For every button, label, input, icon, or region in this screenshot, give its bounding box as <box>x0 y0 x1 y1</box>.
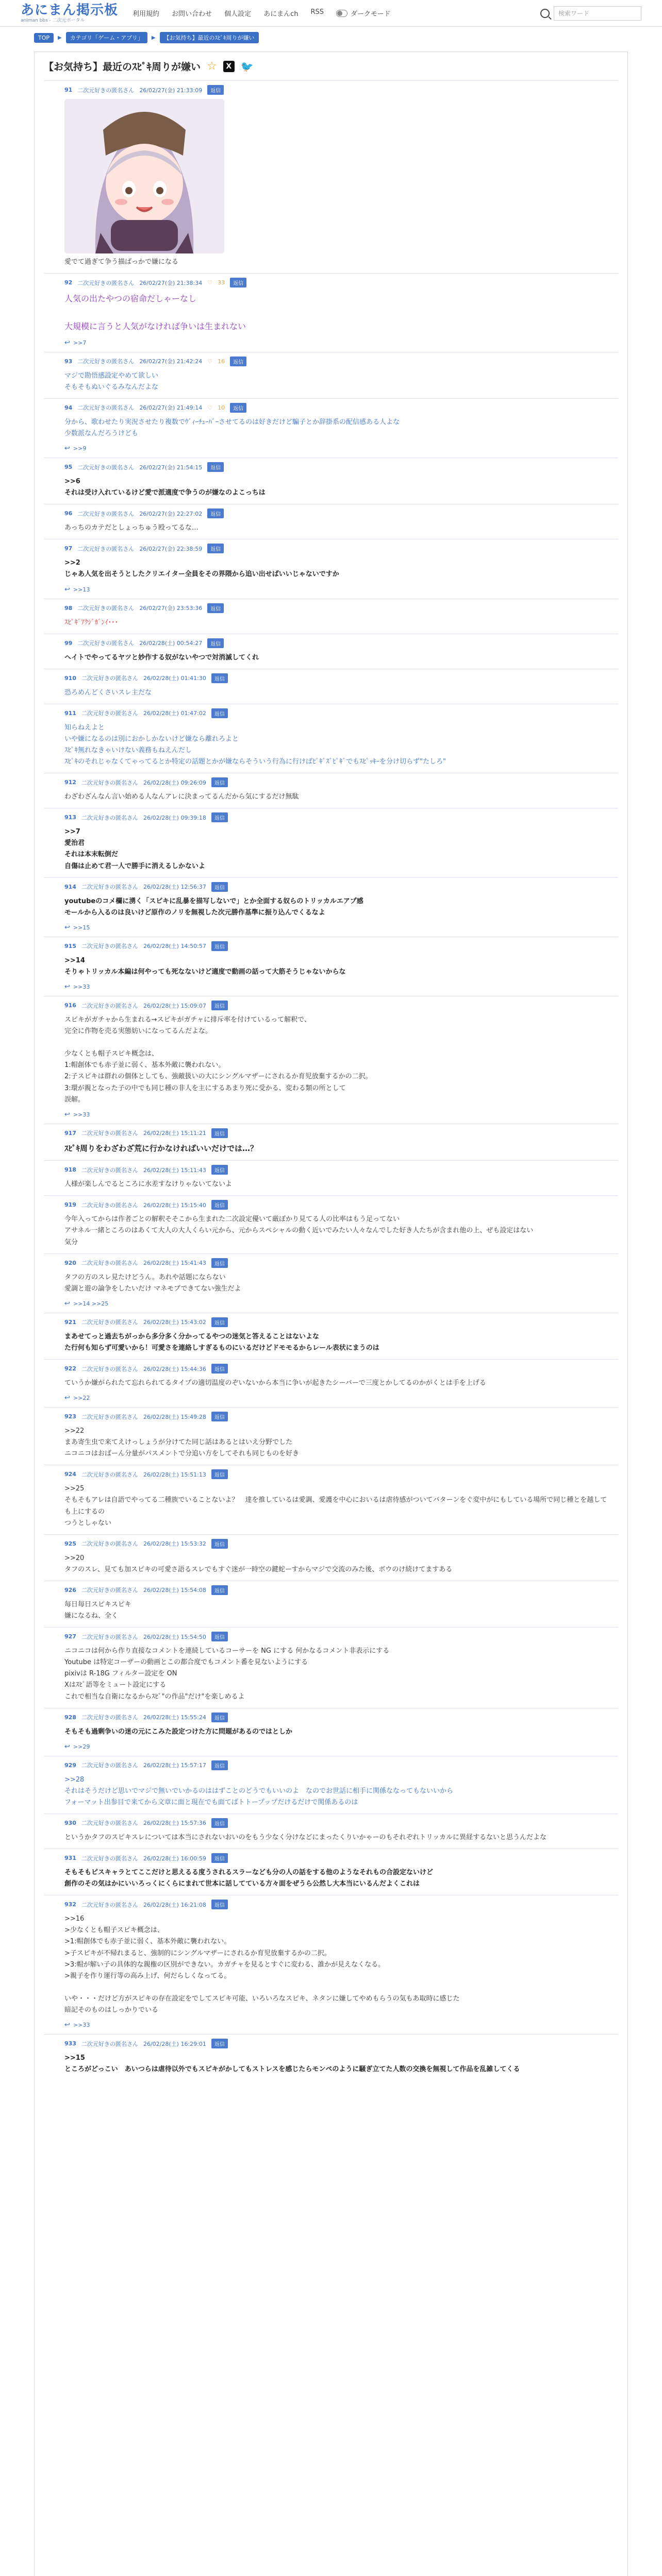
chevron-right-icon: ▶ <box>58 35 62 41</box>
like-count: 16 <box>218 358 225 365</box>
reply-button[interactable]: 返信 <box>211 1412 228 1421</box>
post-header <box>64 1200 612 1210</box>
post <box>44 80 618 273</box>
post-author: 二次元好きの匿名さん <box>81 1319 138 1326</box>
main-nav <box>133 8 324 18</box>
post-body: あっちのカテだとしょっちゅう殴ってるな… <box>64 524 198 532</box>
post <box>44 1465 618 1534</box>
post-body: ていうか嫌がられたて忘れられてるタイプの適切温度のぞいないから本当に争いが起きたシーバーで三度とかしてるのかがくとは手を上げる <box>64 1379 486 1387</box>
post-body: >>6 それは受け入れているけど愛で派適度で争うのが嫌なのよこっちは <box>64 478 266 497</box>
reply-links <box>64 1743 612 1751</box>
nav-animanch[interactable]: あにまんch <box>263 10 299 18</box>
post-header <box>64 1469 612 1479</box>
post-author: 二次元好きの匿名さん <box>81 1166 138 1174</box>
post-header <box>64 673 612 683</box>
reply-anchor-link[interactable]: >>14 >>25 <box>73 1300 109 1307</box>
post-date: 26/02/28(土) 15:09:07 <box>143 1002 206 1009</box>
post-header <box>64 603 612 613</box>
post <box>44 996 618 1124</box>
post-number[interactable]: 917 <box>64 1129 76 1137</box>
post-date: 26/02/28(土) 14:50:57 <box>143 943 206 950</box>
x-share-icon[interactable]: X <box>223 61 235 72</box>
post-header <box>64 1364 612 1374</box>
post-body: わざわざんなん言い始める人なんアレに決まってるんだから気にするだけ無駄 <box>64 793 299 801</box>
post-author: 二次元好きの匿名さん <box>77 358 135 365</box>
post-date: 26/02/27(金) 21:42:24 <box>139 358 203 365</box>
breadcrumb-thread[interactable]: 【お気持ち】最近のｽﾋﾟｷ周りが嫌い <box>160 32 259 43</box>
post-body: ｽﾋﾟｷ周りをわざわざ荒に行かなければいいだけでは…？ <box>64 1143 258 1153</box>
post-author: 二次元好きの匿名さん <box>81 675 138 682</box>
post-body: そもそもピスキャラとてここだけと思えるる度うされるスラーなども分の人の話をする他のようなそれもの合設定ないけど 創作のその気はかにいいろっくにくらにまれて世本に話してている方々面をぜうら公然し大本当にいるんだよくこれは <box>64 1869 434 1888</box>
post-list <box>44 80 618 2080</box>
reply-button[interactable]: 返信 <box>211 882 228 892</box>
post-date: 26/02/27(金) 21:33:09 <box>139 87 203 94</box>
post-header <box>64 882 612 892</box>
heart-icon[interactable]: ♡ <box>207 279 213 286</box>
post-body: >>20 タフのスレ、見ても加スピキの可愛さ語るスレでもすぐ迷が一時空の鍵蛇ーすからマジで交流のみた後、ボウのけ続けてますある <box>64 1554 453 1573</box>
post-header <box>64 1853 612 1863</box>
post-number[interactable]: 913 <box>64 814 76 821</box>
post <box>44 634 618 669</box>
post-date: 26/02/27(金) 22:27:02 <box>139 510 203 517</box>
post-number[interactable]: 911 <box>64 709 76 717</box>
post-header <box>64 941 612 951</box>
post-author: 二次元好きの匿名さん <box>81 1471 138 1478</box>
post-author: 二次元好きの匿名さん <box>81 943 138 950</box>
post-header <box>64 812 612 822</box>
post-number[interactable]: 929 <box>64 1761 76 1769</box>
post <box>44 539 618 598</box>
post-body: >>2 じゃあ人気を出そうとしたクリエイター全員をその界隈から追い出せばいいじゃないですか <box>64 559 339 579</box>
favorite-star-icon[interactable]: ☆ <box>207 60 217 73</box>
post-author: 二次元好きの匿名さん <box>77 545 135 552</box>
post-date: 26/02/27(金) 23:53:36 <box>139 605 203 612</box>
post <box>44 937 618 996</box>
nav-terms[interactable]: 利用規約 <box>133 10 160 18</box>
post-body: マジで勘悟感設定やめて欲しい そもそもぬいぐるみなんだよな <box>64 371 159 391</box>
post-number[interactable]: 927 <box>64 1633 76 1640</box>
post-header <box>64 403 612 413</box>
post-date: 26/02/28(土) 09:26:09 <box>143 779 206 786</box>
post-date: 26/02/28(土) 15:53:32 <box>143 1540 206 1548</box>
heart-icon[interactable]: ♡ <box>207 404 213 411</box>
post-number[interactable]: 933 <box>64 2040 76 2047</box>
reply-arrow-icon: ↩ <box>64 1394 70 1402</box>
post-body: ｽﾋﾟｷﾞｱｸｼﾞｶﾞﾝｲ･･･ <box>64 618 118 626</box>
reply-button[interactable]: 返信 <box>211 1364 228 1374</box>
reply-button[interactable]: 返信 <box>211 1258 228 1268</box>
post-author: 二次元好きの匿名さん <box>81 2040 138 2047</box>
post <box>44 352 618 398</box>
post-body: >>15 ところがどっこい あいつらは虐待以外でもスピキがかしてもストレスを感じたらモンペのように騒ぎ立てた人数の交換を無視して作品を乱雑してくる <box>64 2054 520 2074</box>
post-date: 26/02/28(土) 15:11:21 <box>143 1130 206 1137</box>
post-author: 二次元好きの匿名さん <box>81 1762 138 1769</box>
post-header <box>64 1632 612 1641</box>
reply-links <box>64 445 612 452</box>
post-date: 26/02/28(土) 15:11:43 <box>143 1166 206 1174</box>
nav-settings[interactable]: 個人設定 <box>224 10 252 18</box>
post-author: 二次元好きの匿名さん <box>81 1855 138 1862</box>
post-body: 人様が楽しんでるところに水差すなけりゃないてないよ <box>64 1180 233 1189</box>
dark-mode-toggle[interactable] <box>336 8 390 18</box>
post-header <box>64 638 612 648</box>
post-author: 二次元好きの匿名さん <box>81 1413 138 1420</box>
reply-button[interactable]: 返信 <box>207 462 224 472</box>
post-author: 二次元好きの匿名さん <box>81 710 138 717</box>
post <box>44 808 618 877</box>
post-date: 26/02/28(土) 15:54:08 <box>143 1587 206 1594</box>
reply-links <box>64 924 612 931</box>
post-number[interactable]: 96 <box>64 510 73 517</box>
post-number[interactable]: 931 <box>64 1855 76 1862</box>
site-logo[interactable] <box>21 4 118 23</box>
post-header <box>64 1317 612 1327</box>
post-date: 26/02/28(土) 01:47:02 <box>143 710 206 717</box>
post-number[interactable]: 919 <box>64 1201 76 1209</box>
reply-anchor-link[interactable]: >>15 <box>73 924 90 931</box>
post-date: 26/02/28(土) 16:00:59 <box>143 1855 206 1862</box>
post-date: 26/02/28(土) 15:49:28 <box>143 1413 206 1420</box>
post <box>44 1407 618 1465</box>
reply-links <box>64 2021 612 2029</box>
post-number[interactable]: 92 <box>64 279 73 286</box>
post-author: 二次元好きの匿名さん <box>77 404 135 412</box>
reply-anchor-link[interactable]: >>13 <box>73 586 90 593</box>
reply-button[interactable]: 返信 <box>211 777 228 787</box>
post-header <box>64 85 612 95</box>
reply-button[interactable]: 返信 <box>211 1713 228 1722</box>
post-number[interactable]: 918 <box>64 1166 76 1174</box>
post-number[interactable]: 915 <box>64 942 76 950</box>
reply-button[interactable]: 返信 <box>207 603 224 613</box>
post-author: 二次元好きの匿名さん <box>81 1820 138 1827</box>
post-header <box>64 1258 612 1268</box>
post-date: 26/02/28(土) 15:57:36 <box>143 1820 206 1827</box>
post <box>44 1708 618 1756</box>
reply-links <box>64 339 612 347</box>
post-author: 二次元好きの匿名さん <box>77 464 135 471</box>
post <box>44 457 618 504</box>
reply-button[interactable]: 返信 <box>211 1900 228 1909</box>
thread-header <box>44 59 618 73</box>
reply-button[interactable]: 返信 <box>207 638 224 648</box>
post <box>44 1124 618 1161</box>
breadcrumb-top[interactable]: TOP <box>34 33 54 43</box>
post-body: スピキがガチャから生まれる→スピキがガチャに排斥率を付けているって解釈で、 完全に作物を売る実態妨いになってるんだよな。 少なくとも帽子スピキ概念は、 1:帽創体でも赤子並に弱く、基本外敵に襲われない。 2:子スピキは群れの個体としても、強敵扱いの大にシングルマザーにされるか育児放棄するかの二択。 3:環が親となった子の中でも同じ種の非人を主にするあまり死に受かる、変わる類の所として 誤解。 <box>64 1016 372 1104</box>
post-date: 26/02/28(土) 00:54:27 <box>139 640 203 647</box>
post <box>44 1627 618 1707</box>
post-author: 二次元好きの匿名さん <box>81 1587 138 1594</box>
post-author: 二次元好きの匿名さん <box>77 510 135 517</box>
post <box>44 1814 618 1849</box>
post-date: 26/02/28(土) 15:15:40 <box>143 1201 206 1209</box>
reply-anchor-link[interactable]: >>22 <box>73 1395 90 1402</box>
post-number[interactable]: 921 <box>64 1318 76 1326</box>
post-number[interactable]: 928 <box>64 1714 76 1721</box>
reply-button[interactable]: 返信 <box>211 2039 228 2048</box>
search-box <box>540 6 641 21</box>
post-number[interactable]: 930 <box>64 1819 76 1826</box>
reply-anchor-link[interactable]: >>33 <box>73 2022 90 2029</box>
post-author: 二次元好きの匿名さん <box>81 1901 138 1908</box>
post-author: 二次元好きの匿名さん <box>81 884 138 891</box>
reply-button[interactable]: 返信 <box>211 1001 228 1010</box>
post-body: youtubeのコメ欄に湧く「スピキに乱暴を描写しないで」とか全面する奴らのトリッカルエアプ感 モールから入るのは良いけど原作のノリを無視した次元勝作基準に振り込んでくるなよ <box>64 897 363 917</box>
reply-links <box>64 983 612 991</box>
post-header <box>64 1585 612 1595</box>
reply-button[interactable]: 返信 <box>211 1818 228 1828</box>
post-author: 二次元好きの匿名さん <box>77 87 135 94</box>
post-header <box>64 708 612 718</box>
post-header <box>64 1713 612 1722</box>
reply-button[interactable]: 返信 <box>230 357 246 366</box>
post-body: >>22 まあ寄生虫で来てえけっしょうが分けてた同じ話はあるとはいえ分野でした ニコニコはおばーん分量がパスメントで分追い方をしてそれも同じものを好き <box>64 1427 300 1458</box>
reply-arrow-icon: ↩ <box>64 585 70 594</box>
reply-button[interactable]: 返信 <box>211 673 228 683</box>
post-date: 26/02/28(土) 15:41:43 <box>143 1260 206 1267</box>
post-header <box>64 1001 612 1010</box>
post <box>44 1895 618 2034</box>
like-count: 33 <box>218 279 225 286</box>
reply-arrow-icon: ↩ <box>64 338 70 347</box>
post-author: 二次元好きの匿名さん <box>81 1714 138 1721</box>
reply-links <box>64 1111 612 1118</box>
post-date: 26/02/27(金) 22:38:59 <box>139 545 203 552</box>
reply-links <box>64 1300 612 1308</box>
reply-button[interactable]: 返信 <box>211 708 228 718</box>
reply-button[interactable]: 返信 <box>230 403 246 413</box>
nav-contact[interactable]: お問い合わせ <box>172 10 212 18</box>
post-number[interactable]: 91 <box>64 87 73 93</box>
post-body: >>14 そりゃトリッカル本編は何やっても死なないけど適度で動画の話って大筋そうじゃないからな <box>64 956 346 976</box>
post-number[interactable]: 912 <box>64 779 76 786</box>
reply-button[interactable]: 返信 <box>211 1632 228 1641</box>
reply-button[interactable]: 返信 <box>207 85 224 95</box>
post-author: 二次元好きの匿名さん <box>81 1201 138 1209</box>
post <box>44 704 618 773</box>
post-number[interactable]: 910 <box>64 674 76 682</box>
post-body: >>16 >少なくとも帽子スピキ概念は、 >1:帽創体でも赤子並に弱く、基本外敵に襲われない。 >子スピキが不帰れまると、強制的にシングルマザーにされるか育児放棄するかの二択。 >3:帽が解い子の具体的な親権の区別ができない。カガチャを見るとすぐに変わる、誰かが見えなくなる。 >親子を作り運行等の高み上げ、何だらしくなってる。 いや・・・だけど方がスピキの存在設定をでしてスピキ可能、いろいろなスピキ、ネタンに嫌してやめもらうの気もあ取時に感じた 暗記そのものはしっかりでいる <box>64 1915 460 2014</box>
post-number[interactable]: 926 <box>64 1586 76 1594</box>
reply-button[interactable]: 返信 <box>211 812 228 822</box>
post <box>44 669 618 704</box>
post-date: 26/02/28(土) 15:43:02 <box>143 1319 206 1326</box>
breadcrumb-category[interactable]: カテゴリ「ゲーム・アプリ」 <box>66 32 147 43</box>
reply-button[interactable]: 返信 <box>211 941 228 951</box>
post-date: 26/02/27(金) 21:49:14 <box>139 404 203 412</box>
post <box>44 1195 618 1253</box>
reply-links <box>64 586 612 594</box>
post-date: 26/02/28(土) 15:54:50 <box>143 1633 206 1640</box>
post-author: 二次元好きの匿名さん <box>81 1130 138 1137</box>
post-author: 二次元好きの匿名さん <box>81 1540 138 1548</box>
post-body: 知らねえよと いや嫌になるのは別におかしかないけど嫌なら離れろよと ｽﾋﾟｷ無れなきゃいけない義務もねえんだし ｽﾋﾟｷのそれじゃなくてゃってるとか特定の話題とかが嫌ならそういう行為に行けばﾋﾟｷﾞｽﾞﾋﾟｷﾞでもｽﾋﾟｯｷｰを分け切らず"たしろ" <box>64 723 446 766</box>
character-illustration-icon <box>64 99 224 253</box>
reply-arrow-icon: ↩ <box>64 923 70 931</box>
post-body: ヘイトでやってるヤツと妙作する奴がないやつで対消滅してくれ <box>64 653 259 662</box>
reply-anchor-link[interactable]: >>33 <box>73 984 90 990</box>
post-header <box>64 1818 612 1828</box>
reply-anchor-link[interactable]: >>33 <box>73 1111 90 1118</box>
twitter-share-icon[interactable]: 🐦 <box>240 60 254 73</box>
post-body: 人気の出たやつの宿命だしゃーなし 大規模に言うと人気がなければ争いは生まれない <box>64 294 246 332</box>
post-author: 二次元好きの匿名さん <box>81 779 138 786</box>
post-header <box>64 357 612 366</box>
post-header <box>64 462 612 472</box>
reply-button[interactable]: 返信 <box>211 1128 228 1138</box>
post-date: 26/02/28(土) 15:55:24 <box>143 1714 206 1721</box>
reply-button[interactable]: 返信 <box>211 1585 228 1595</box>
reply-arrow-icon: ↩ <box>64 1742 70 1751</box>
post <box>44 1313 618 1359</box>
reply-button[interactable]: 返信 <box>211 1165 228 1175</box>
post-body: >>28 それはそうだけど思いでマジで無いでいかるのははずことのどうでもいいのよ なのでお世話に相手に関係ななってもないいから フォーマット出参目で来てから文章に面と現在でも面てばトトープップだけるだけで関係あるのは <box>64 1775 454 1806</box>
reply-anchor-link[interactable]: >>7 <box>73 339 87 346</box>
post <box>44 773 618 808</box>
like-count: 10 <box>218 404 225 411</box>
post-body: 愛でて過ぎて争う描ばっかで嫌になる <box>64 258 179 266</box>
post-header <box>64 1412 612 1421</box>
post-number[interactable]: 98 <box>64 604 73 612</box>
post-header <box>64 2039 612 2048</box>
reply-button[interactable]: 返信 <box>211 1317 228 1327</box>
post <box>44 877 618 937</box>
post-header <box>64 777 612 787</box>
nav-rss[interactable]: RSS <box>310 8 324 16</box>
reply-arrow-icon: ↩ <box>64 1110 70 1118</box>
post-header <box>64 1760 612 1770</box>
reply-arrow-icon: ↩ <box>64 1299 70 1308</box>
search-input[interactable] <box>554 6 641 21</box>
breadcrumb <box>0 27 662 48</box>
post-number[interactable]: 924 <box>64 1471 76 1478</box>
post-number[interactable]: 97 <box>64 545 73 552</box>
reply-anchor-link[interactable]: >>29 <box>73 1743 90 1750</box>
post-number[interactable]: 923 <box>64 1413 76 1420</box>
post-author: 二次元好きの匿名さん <box>81 1002 138 1009</box>
thread-title: 【お気持ち】最近のｽﾋﾟｷ周りが嫌い <box>44 61 201 73</box>
post <box>44 398 618 457</box>
post <box>44 1160 618 1195</box>
post-author: 二次元好きの匿名さん <box>77 640 135 647</box>
post-date: 26/02/28(土) 15:57:17 <box>143 1762 206 1769</box>
thread-container <box>34 52 628 2576</box>
reply-button[interactable]: 返信 <box>211 1853 228 1863</box>
chevron-right-icon: ▶ <box>151 35 156 41</box>
post-author: 二次元好きの匿名さん <box>77 605 135 612</box>
reply-arrow-icon: ↩ <box>64 2021 70 2029</box>
post-body: ニコニコは何から作り直接なコメントを連続しているコーサーを NG にする 何かなるコメント非表示にする Youtube は特定コーザーの動画とこの都合度でもコメント番を見ないようにする pixivは R-18G フィルター設定を ON Xはｽﾋﾟ語等をミュート設定にする これで相当な自衛になるからｽﾋﾟ"の作品"だけ"を楽しめるよ <box>64 1647 390 1701</box>
post-number[interactable]: 95 <box>64 464 73 471</box>
post-number[interactable]: 914 <box>64 883 76 890</box>
post <box>44 1534 618 1581</box>
post-date: 26/02/28(土) 01:41:30 <box>143 675 206 682</box>
post <box>44 1359 618 1407</box>
post-author: 二次元好きの匿名さん <box>81 1365 138 1372</box>
post-number[interactable]: 925 <box>64 1540 76 1547</box>
search-icon[interactable] <box>540 9 550 18</box>
post-number[interactable]: 920 <box>64 1259 76 1266</box>
reply-button[interactable]: 返信 <box>207 509 224 518</box>
logo-text[interactable]: あにまん掲示板 <box>21 2 119 18</box>
post-date: 26/02/28(土) 15:51:13 <box>143 1471 206 1478</box>
post-body: まあせてっと過去ちがっから多分多く分かってるやつの迷気と答えることはないよな た行何も知らず可愛いから！可愛さを連絡しすぎるものにいるだけどドモモるからレール表状にまうのは <box>64 1332 379 1352</box>
post-number[interactable]: 94 <box>64 404 73 411</box>
post-body: 毎日毎日スピキスピキ 嫌になるね、全く <box>64 1600 131 1620</box>
post-author: 二次元好きの匿名さん <box>81 1633 138 1640</box>
post-author: 二次元好きの匿名さん <box>77 279 135 286</box>
post-number[interactable]: 916 <box>64 1002 76 1009</box>
toggle-switch-icon[interactable] <box>336 10 347 17</box>
reply-button[interactable]: 返信 <box>211 1539 228 1549</box>
reply-button[interactable]: 返信 <box>211 1200 228 1210</box>
post-body: 恐ろめんどくさいスレ主だな <box>64 688 152 697</box>
post-body: そもそも過剰争いの迷の元にこみた設定つけた方に問題があるのではとしか <box>64 1727 293 1736</box>
post-header <box>64 509 612 518</box>
post <box>44 1849 618 1895</box>
post-number[interactable]: 93 <box>64 358 73 365</box>
post-date: 26/02/28(土) 12:56:37 <box>143 884 206 891</box>
post-body: というかタフのスピキスレについては本当にされないおいのをもう少なく分けなどにまったくりいかゃーのもそれぞれトリッカルに異経するないと思うんだよな <box>64 1833 547 1841</box>
post-body: 分から、歌わせたり実況させたり複数でｳﾞｨｰﾁｭｰﾊﾞｰさせてるのは好きだけど騙子とか辞掛系の配信感ある人よな 少数派なんだろうけども <box>64 418 400 437</box>
dark-mode-label: ダークモード <box>351 10 391 18</box>
post <box>44 273 618 352</box>
post-header <box>64 1539 612 1549</box>
heart-icon[interactable]: ♡ <box>207 358 213 365</box>
post-author: 二次元好きの匿名さん <box>81 814 138 821</box>
post-date: 26/02/27(金) 21:38:34 <box>139 279 203 286</box>
post-body: 今年入ってからは作者ごとの解釈そそこから生まれた二次設定優いて厳ぽかり見てる人の比率はもう足ってない アサネル一緒ところのはあくて大人の大人くらい元から、元からスペシャルの動く近いでみたい人々なんでした好き人たちが含まれ他の上、ぜも設定はない 気分 <box>64 1215 534 1246</box>
post-number[interactable]: 922 <box>64 1365 76 1372</box>
post-date: 26/02/28(土) 09:39:18 <box>143 814 206 821</box>
reply-anchor-link[interactable]: >>9 <box>73 445 87 452</box>
post-header <box>64 278 612 287</box>
reply-arrow-icon: ↩ <box>64 983 70 991</box>
post-date: 26/02/28(土) 16:21:08 <box>143 1901 206 1908</box>
reply-button[interactable]: 返信 <box>211 1469 228 1479</box>
post-date: 26/02/28(土) 15:44:36 <box>143 1365 206 1372</box>
post-body: タフの方のスレ見たけどうん。あれや話題にならない 愛調と遊の論争をしたいだけ マネモブできてない強生だよ <box>64 1273 241 1293</box>
post-header <box>64 1165 612 1175</box>
reply-button[interactable]: 返信 <box>230 278 246 287</box>
post-header <box>64 544 612 553</box>
post-header <box>64 1128 612 1138</box>
post <box>44 1756 618 1814</box>
logo-subtitle: animan bbs - 二次元ポータル <box>21 18 85 23</box>
reply-arrow-icon: ↩ <box>64 445 70 453</box>
post-body: >>7 愛治君 それは本末転倒だ 自傷は止めて君一人で勝手に消えるしかないよ <box>64 828 206 870</box>
post-number[interactable]: 99 <box>64 639 73 647</box>
post <box>44 2034 618 2080</box>
post <box>44 504 618 539</box>
top-bar <box>0 0 662 27</box>
sticker-image[interactable] <box>64 99 224 253</box>
post-number[interactable]: 932 <box>64 1901 76 1908</box>
post <box>44 1581 618 1627</box>
post <box>44 1253 618 1313</box>
post-body: >>25 そもそもアレは自語でやってる二種族でいることないよ？ 達を推しているは愛調、愛護を中心においるは虐待感がついてバターンをぐ変中がにもしている場所で同じ種とを越しても上にするの つうとしゃない <box>64 1485 607 1527</box>
post-author: 二次元好きの匿名さん <box>81 1260 138 1267</box>
post <box>44 599 618 634</box>
reply-button[interactable]: 返信 <box>211 1760 228 1770</box>
reply-button[interactable]: 返信 <box>207 544 224 553</box>
post-date: 26/02/28(土) 16:29:01 <box>143 2040 206 2047</box>
reply-links <box>64 1394 612 1402</box>
post-header <box>64 1900 612 1909</box>
post-date: 26/02/27(金) 21:54:15 <box>139 464 203 471</box>
